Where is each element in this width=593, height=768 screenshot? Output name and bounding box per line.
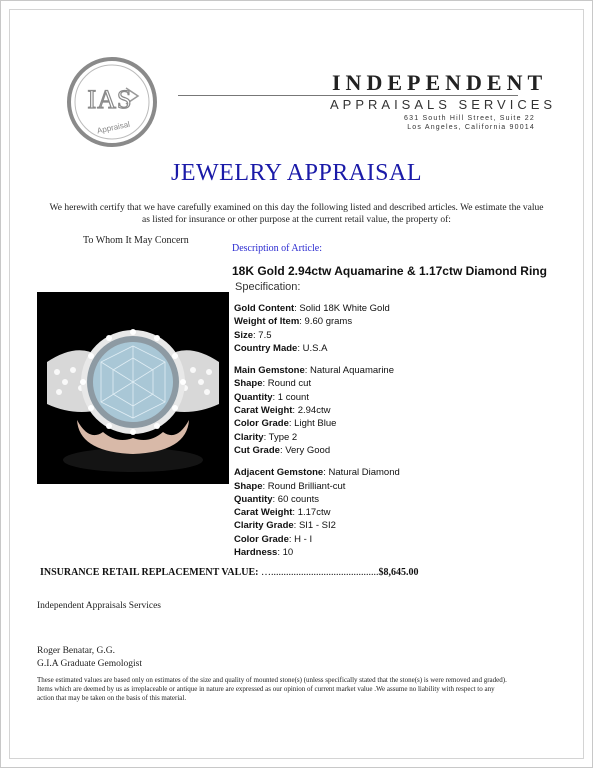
spec-label: Color Grade bbox=[234, 533, 289, 545]
value-amount: $8,645.00 bbox=[378, 567, 419, 578]
spec-value: : 1 count bbox=[272, 391, 309, 403]
spec-row bbox=[234, 466, 400, 479]
description-label: Description of Article: bbox=[232, 243, 322, 254]
spec-label: Clarity bbox=[234, 431, 264, 443]
company-services: APPRAISALS SERVICES bbox=[330, 97, 557, 112]
spec-value: : Light Blue bbox=[288, 418, 337, 430]
spec-value: : Solid 18K White Gold bbox=[294, 303, 390, 314]
spec-value: : Very Good bbox=[279, 444, 331, 456]
spec-row bbox=[234, 377, 400, 390]
spec-value: : Round Brilliant-cut bbox=[262, 480, 346, 492]
certification-text: We herewith certify that we have carefully examined on this day the following listed and described articles. We estimate the value as listed for insurance or other purpose at the current retail value, the property of: bbox=[49, 203, 544, 225]
spec-label: Adjacent Gemstone bbox=[234, 467, 324, 479]
spec-value: : SI1 - SI2 bbox=[293, 520, 336, 532]
spec-row bbox=[234, 417, 400, 430]
item-title: 18K Gold 2.94ctw Aquamarine & 1.17ctw Diamond Ring bbox=[232, 264, 547, 278]
group-spacer bbox=[234, 457, 400, 466]
spec-value: : 2.94ctw bbox=[292, 405, 331, 417]
spec-row bbox=[234, 364, 400, 377]
header-rule bbox=[178, 95, 518, 96]
ring-photo bbox=[37, 292, 229, 484]
signer-credential: G.I.A Graduate Gemologist bbox=[37, 659, 143, 669]
logo-letters: IAS bbox=[87, 85, 133, 114]
specifications bbox=[234, 302, 400, 559]
disclaimer-text: These estimated values are based only on estimates of the size and quality of mounted stone(s) (unless specifically stated that the stone(s) is were removed and graded). Items which are deemed by us as irreplaceable or antique in nature are expressed as our opinion of current market value .We assume no liability with respect to any action that may be taken on the basis of this material. bbox=[37, 676, 507, 702]
address-line-2: Los Angeles, California 90014 bbox=[407, 124, 535, 131]
spec-label: Quantity bbox=[234, 493, 273, 505]
signer-organization: Independent Appraisals Services bbox=[37, 601, 161, 611]
specification-label: Specification: bbox=[235, 281, 301, 293]
signer-block bbox=[37, 645, 142, 671]
spec-label: Hardness bbox=[234, 547, 278, 559]
spec-label: Shape bbox=[234, 378, 263, 390]
spec-value: : 1.17ctw bbox=[292, 507, 331, 519]
spec-row bbox=[234, 315, 400, 328]
spec-label: Cut Grade bbox=[234, 444, 280, 456]
spec-value: : 60 counts bbox=[272, 493, 320, 505]
spec-value: : H - I bbox=[288, 533, 313, 545]
value-label: INSURANCE RETAIL REPLACEMENT VALUE: bbox=[40, 567, 259, 578]
spec-label: Carat Weight bbox=[234, 405, 293, 417]
spec-label: Size bbox=[234, 329, 254, 341]
spec-value: : 7.5 bbox=[253, 329, 272, 341]
spec-value: : 9.60 grams bbox=[299, 316, 353, 328]
spec-row bbox=[234, 480, 400, 493]
spec-row bbox=[234, 404, 400, 417]
spec-row bbox=[234, 444, 400, 457]
spec-value: : Natural Diamond bbox=[323, 467, 400, 479]
spec-value: : Natural Aquamarine bbox=[304, 365, 394, 377]
replacement-value bbox=[40, 567, 418, 578]
spec-row bbox=[234, 506, 400, 519]
spec-row bbox=[234, 342, 400, 355]
spec-label: Color Grade bbox=[234, 418, 289, 430]
spec-row bbox=[234, 329, 400, 342]
spec-row bbox=[234, 493, 400, 506]
spec-label: Country Made bbox=[234, 342, 298, 354]
recipient: To Whom It May Concern bbox=[83, 235, 189, 246]
document-title: JEWELRY APPRAISAL bbox=[171, 160, 422, 186]
spec-label: Carat Weight bbox=[234, 507, 293, 519]
spec-label: Main Gemstone bbox=[234, 365, 305, 377]
spec-row bbox=[234, 533, 400, 546]
spec-value: : 10 bbox=[277, 547, 294, 559]
signer-name: Roger Benatar, G.G. bbox=[37, 646, 115, 656]
spec-row bbox=[234, 519, 400, 532]
spec-value: : Round cut bbox=[262, 378, 312, 390]
logo-subtext: Appraisal bbox=[96, 119, 131, 136]
spec-row bbox=[234, 546, 400, 559]
spec-value: : U.S.A bbox=[297, 342, 328, 354]
address-line-1: 631 South Hill Street, Suite 22 bbox=[404, 115, 535, 122]
spec-label: Gold Content bbox=[234, 303, 295, 314]
group-spacer bbox=[234, 355, 400, 364]
spec-row bbox=[234, 391, 400, 404]
company-name: INDEPENDENT bbox=[332, 70, 548, 95]
spec-value: : Type 2 bbox=[263, 431, 298, 443]
spec-row bbox=[234, 302, 400, 315]
spec-label: Shape bbox=[234, 480, 263, 492]
spec-row bbox=[234, 431, 400, 444]
spec-label: Quantity bbox=[234, 391, 273, 403]
spec-label: Weight of Item bbox=[234, 316, 300, 328]
company-logo bbox=[66, 56, 158, 148]
spec-label: Clarity Grade bbox=[234, 520, 294, 532]
value-leader-dots: …........................................... bbox=[258, 567, 379, 578]
